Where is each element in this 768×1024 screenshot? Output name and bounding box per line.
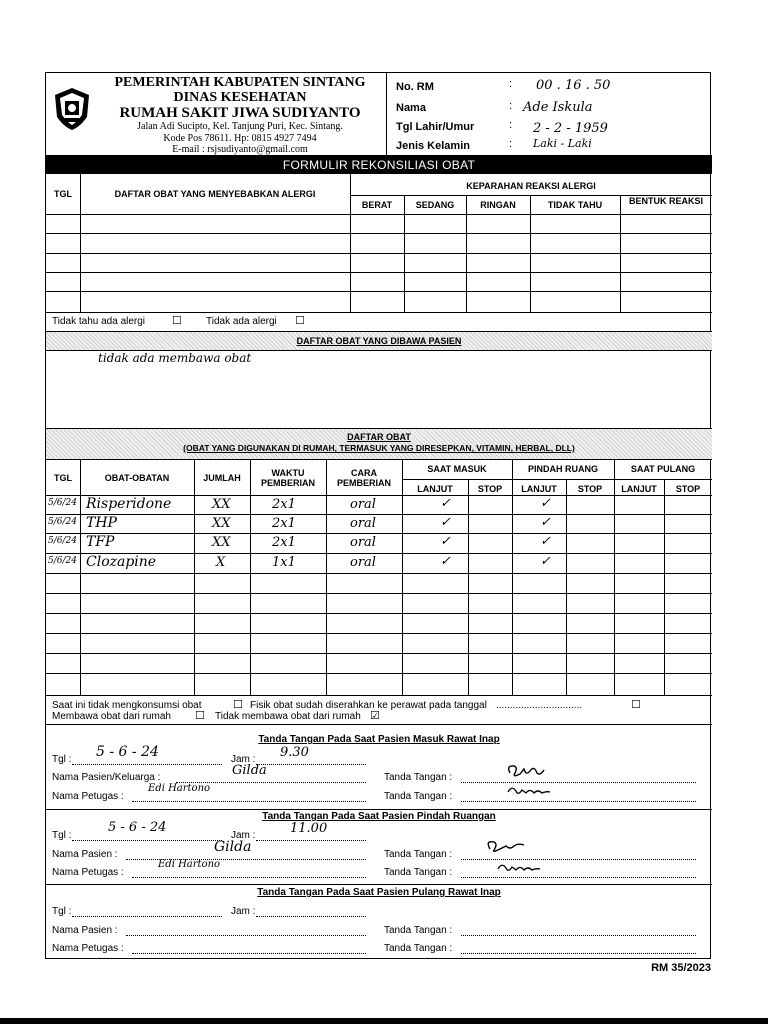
drug-row-frequency: 1x1	[272, 555, 296, 570]
drug-row-route: oral	[350, 497, 376, 512]
officer-signature-icon	[494, 859, 542, 877]
header-divider	[386, 73, 387, 156]
allergy-col-tgl: TGL	[54, 189, 72, 199]
drug-row-qty: XX	[212, 535, 231, 550]
druglist-subtitle: (OBAT YANG DIGUNAKAN DI RUMAH, TERMASUK YANG DIRESEPKAN, VITAMIN, HERBAL, DLL)	[183, 443, 575, 453]
allergy-col-ringan: RINGAN	[480, 200, 516, 210]
transfer-date-label: Tgl :	[52, 830, 72, 841]
check-mark: ✓	[540, 515, 551, 530]
admission-name-label: Nama Pasien/Keluarga :	[52, 772, 161, 783]
drug-row-name: TFP	[86, 534, 115, 550]
drug-row-route: oral	[350, 516, 376, 531]
check-mark: ✓	[440, 515, 451, 530]
org-email: E-mail : rsjsudiyanto@gmail.com	[172, 144, 308, 155]
transfer-officer-value: Edi Hartono	[158, 859, 221, 870]
brought-note: tidak ada membawa obat	[98, 351, 252, 365]
transfer-name-value: Gilda	[214, 839, 252, 855]
admission-time-field[interactable]	[256, 754, 366, 765]
not-consuming-checkbox[interactable]: ☐	[233, 698, 243, 711]
group-pindah-ruang: PINDAH RUANG	[527, 464, 598, 474]
colon: :	[509, 78, 513, 90]
discharge-sign-title: Tanda Tangan Pada Saat Pasien Pulang Rawat Inap	[257, 887, 501, 898]
group-saat-pulang: SAAT PULANG	[630, 464, 696, 474]
admission-name-field[interactable]	[176, 772, 366, 783]
admission-officer-value: Edi Hartono	[148, 783, 211, 794]
brought-title: DAFTAR OBAT YANG DIBAWA PASIEN	[296, 336, 462, 346]
pulang-lanjut-col: LANJUT	[621, 484, 657, 494]
pulang-stop-col: STOP	[675, 484, 701, 494]
patient-signature-icon	[504, 761, 550, 781]
handed-over-checkbox[interactable]: ☐	[631, 698, 641, 711]
not-bringing-checkbox[interactable]: ☑	[370, 709, 380, 722]
patient-signature-icon	[482, 837, 528, 857]
colon: :	[509, 119, 513, 131]
transfer-signature-label: Tanda Tangan :	[384, 849, 453, 860]
admission-time-label: Jam :	[231, 754, 256, 765]
drug-row-frequency: 2x1	[272, 516, 296, 531]
check-mark: ✓	[440, 534, 451, 549]
druglist-col-tgl: TGL	[54, 473, 72, 483]
allergy-col-bentuk: BENTUK REAKSI	[628, 196, 703, 206]
admission-date-value: 5 - 6 - 24	[96, 744, 159, 760]
unknown-allergy-label: Tidak tahu ada alergi	[52, 316, 146, 327]
discharge-date-field[interactable]	[72, 906, 222, 917]
drug-row-date: 5/6/24	[48, 536, 77, 546]
no-allergy-label: Tidak ada alergi	[206, 316, 277, 327]
check-mark: ✓	[540, 554, 551, 569]
drug-row-qty: XX	[212, 516, 231, 531]
org-address: Jalan Adi Sucipto, Kel. Tanjung Puri, Kec. Sintang.	[137, 121, 343, 132]
admission-officer-signature-field[interactable]	[461, 791, 696, 802]
drug-row-route: oral	[350, 535, 376, 550]
admission-name-value: Gilda	[232, 763, 267, 778]
discharge-signature-label: Tanda Tangan :	[384, 925, 453, 936]
druglist-title: DAFTAR OBAT	[347, 432, 411, 442]
officer-signature-icon	[504, 782, 552, 800]
transfer-time-value: 11.00	[290, 821, 328, 836]
form-code: RM 35/2023	[651, 962, 711, 974]
drug-row-frequency: 2x1	[272, 535, 296, 550]
colon: :	[509, 138, 513, 150]
discharge-time-field[interactable]	[256, 906, 366, 917]
drug-row-date: 5/6/24	[48, 556, 77, 566]
form-header	[46, 73, 712, 156]
rm-value: 00 . 16 . 50	[536, 78, 611, 93]
transfer-name-label: Nama Pasien :	[52, 849, 118, 860]
check-mark: ✓	[440, 554, 451, 569]
drug-row-date: 5/6/24	[48, 498, 77, 508]
org-postal-phone: Kode Pos 78611. Hp: 0815 4927 7494	[163, 132, 317, 144]
allergy-severity-group: KEPARAHAN REAKSI ALERGI	[466, 181, 596, 191]
unknown-allergy-checkbox[interactable]: ☐	[172, 314, 182, 327]
admission-date-label: Tgl :	[52, 754, 72, 765]
reconciliation-form	[45, 72, 711, 959]
druglist-col-waktu: WAKTU PEMBERIAN	[260, 468, 315, 488]
transfer-sign-title: Tanda Tangan Pada Saat Pasien Pindah Ruangan	[262, 811, 496, 822]
sex-label: Jenis Kelamin	[396, 140, 470, 152]
organization-block	[92, 75, 388, 156]
masuk-stop-col: STOP	[477, 484, 503, 494]
not-consuming-label: Saat ini tidak mengkonsumsi obat	[52, 700, 202, 711]
name-value: Ade Iskula	[523, 100, 593, 115]
regency-crest-icon	[52, 87, 92, 131]
check-mark: ✓	[540, 496, 551, 511]
org-hospital: RUMAH SAKIT JIWA SUDIYANTO	[119, 105, 361, 121]
drug-row-name: Clozapine	[86, 554, 157, 570]
discharge-officer-signature-label: Tanda Tangan :	[384, 943, 453, 954]
admission-sign-title: Tanda Tangan Pada Saat Pasien Masuk Rawat Inap	[258, 734, 500, 745]
name-label: Nama	[396, 102, 426, 114]
brings-from-home-checkbox[interactable]: ☐	[195, 709, 205, 722]
allergy-col-sedang: SEDANG	[415, 200, 455, 210]
no-allergy-checkbox[interactable]: ☐	[295, 314, 305, 327]
discharge-name-label: Nama Pasien :	[52, 925, 118, 936]
admission-officer-label: Nama Petugas :	[52, 791, 124, 802]
druglist-col-cara: CARA PEMBERIAN	[336, 468, 391, 488]
transfer-officer-label: Nama Petugas :	[52, 867, 124, 878]
discharge-name-field[interactable]	[126, 925, 366, 936]
discharge-officer-field[interactable]	[132, 943, 366, 954]
handed-over-label: Fisik obat sudah diserahkan ke perawat pada tanggal	[250, 700, 487, 711]
discharge-date-label: Tgl :	[52, 906, 72, 917]
druglist-col-obat: OBAT-OBATAN	[104, 473, 170, 483]
sex-value: Laki - Laki	[533, 137, 592, 150]
discharge-officer-label: Nama Petugas :	[52, 943, 124, 954]
handed-over-date-field[interactable]: ...............................	[496, 700, 583, 711]
discharge-patient-signature-field[interactable]	[461, 925, 696, 936]
druglist-col-jumlah: JUMLAH	[203, 473, 241, 483]
pindah-stop-col: STOP	[577, 484, 603, 494]
admission-officer-signature-label: Tanda Tangan :	[384, 791, 453, 802]
brings-from-home-label: Membawa obat dari rumah	[52, 711, 171, 722]
discharge-officer-signature-field[interactable]	[461, 943, 696, 954]
drug-row-route: oral	[350, 555, 376, 570]
rm-label: No. RM	[396, 81, 434, 93]
not-bringing-label: Tidak membawa obat dari rumah	[215, 711, 361, 722]
pindah-lanjut-col: LANJUT	[521, 484, 557, 494]
check-mark: ✓	[540, 534, 551, 549]
transfer-date-value: 5 - 6 - 24	[108, 820, 167, 835]
scan-edge	[0, 1018, 768, 1024]
dob-value: 2 - 2 - 1959	[533, 121, 608, 136]
colon: :	[509, 100, 513, 112]
org-department: DINAS KESEHATAN	[173, 90, 307, 105]
group-saat-masuk: SAAT MASUK	[427, 464, 487, 474]
org-government: PEMERINTAH KABUPATEN SINTANG	[114, 75, 366, 90]
allergy-col-drug: DAFTAR OBAT YANG MENYEBABKAN ALERGI	[114, 189, 316, 199]
drug-row-date: 5/6/24	[48, 517, 77, 527]
allergy-col-tidak-tahu: TIDAK TAHU	[547, 200, 603, 210]
transfer-time-label: Jam :	[231, 830, 256, 841]
allergy-col-berat: BERAT	[361, 200, 393, 210]
drug-row-name: Risperidone	[86, 496, 172, 512]
drug-row-name: THP	[86, 515, 117, 531]
admission-time-value: 9.30	[280, 745, 309, 760]
admission-signature-label: Tanda Tangan :	[384, 772, 453, 783]
drug-row-frequency: 2x1	[272, 497, 296, 512]
masuk-lanjut-col: LANJUT	[417, 484, 453, 494]
discharge-time-label: Jam :	[231, 906, 256, 917]
check-mark: ✓	[440, 496, 451, 511]
drug-row-qty: XX	[212, 497, 231, 512]
admission-patient-signature-field[interactable]	[461, 772, 696, 783]
form-title: FORMULIR REKONSILIASI OBAT	[46, 156, 712, 174]
dob-label: Tgl Lahir/Umur	[396, 121, 475, 133]
transfer-officer-signature-label: Tanda Tangan :	[384, 867, 453, 878]
drug-row-qty: X	[216, 555, 226, 570]
